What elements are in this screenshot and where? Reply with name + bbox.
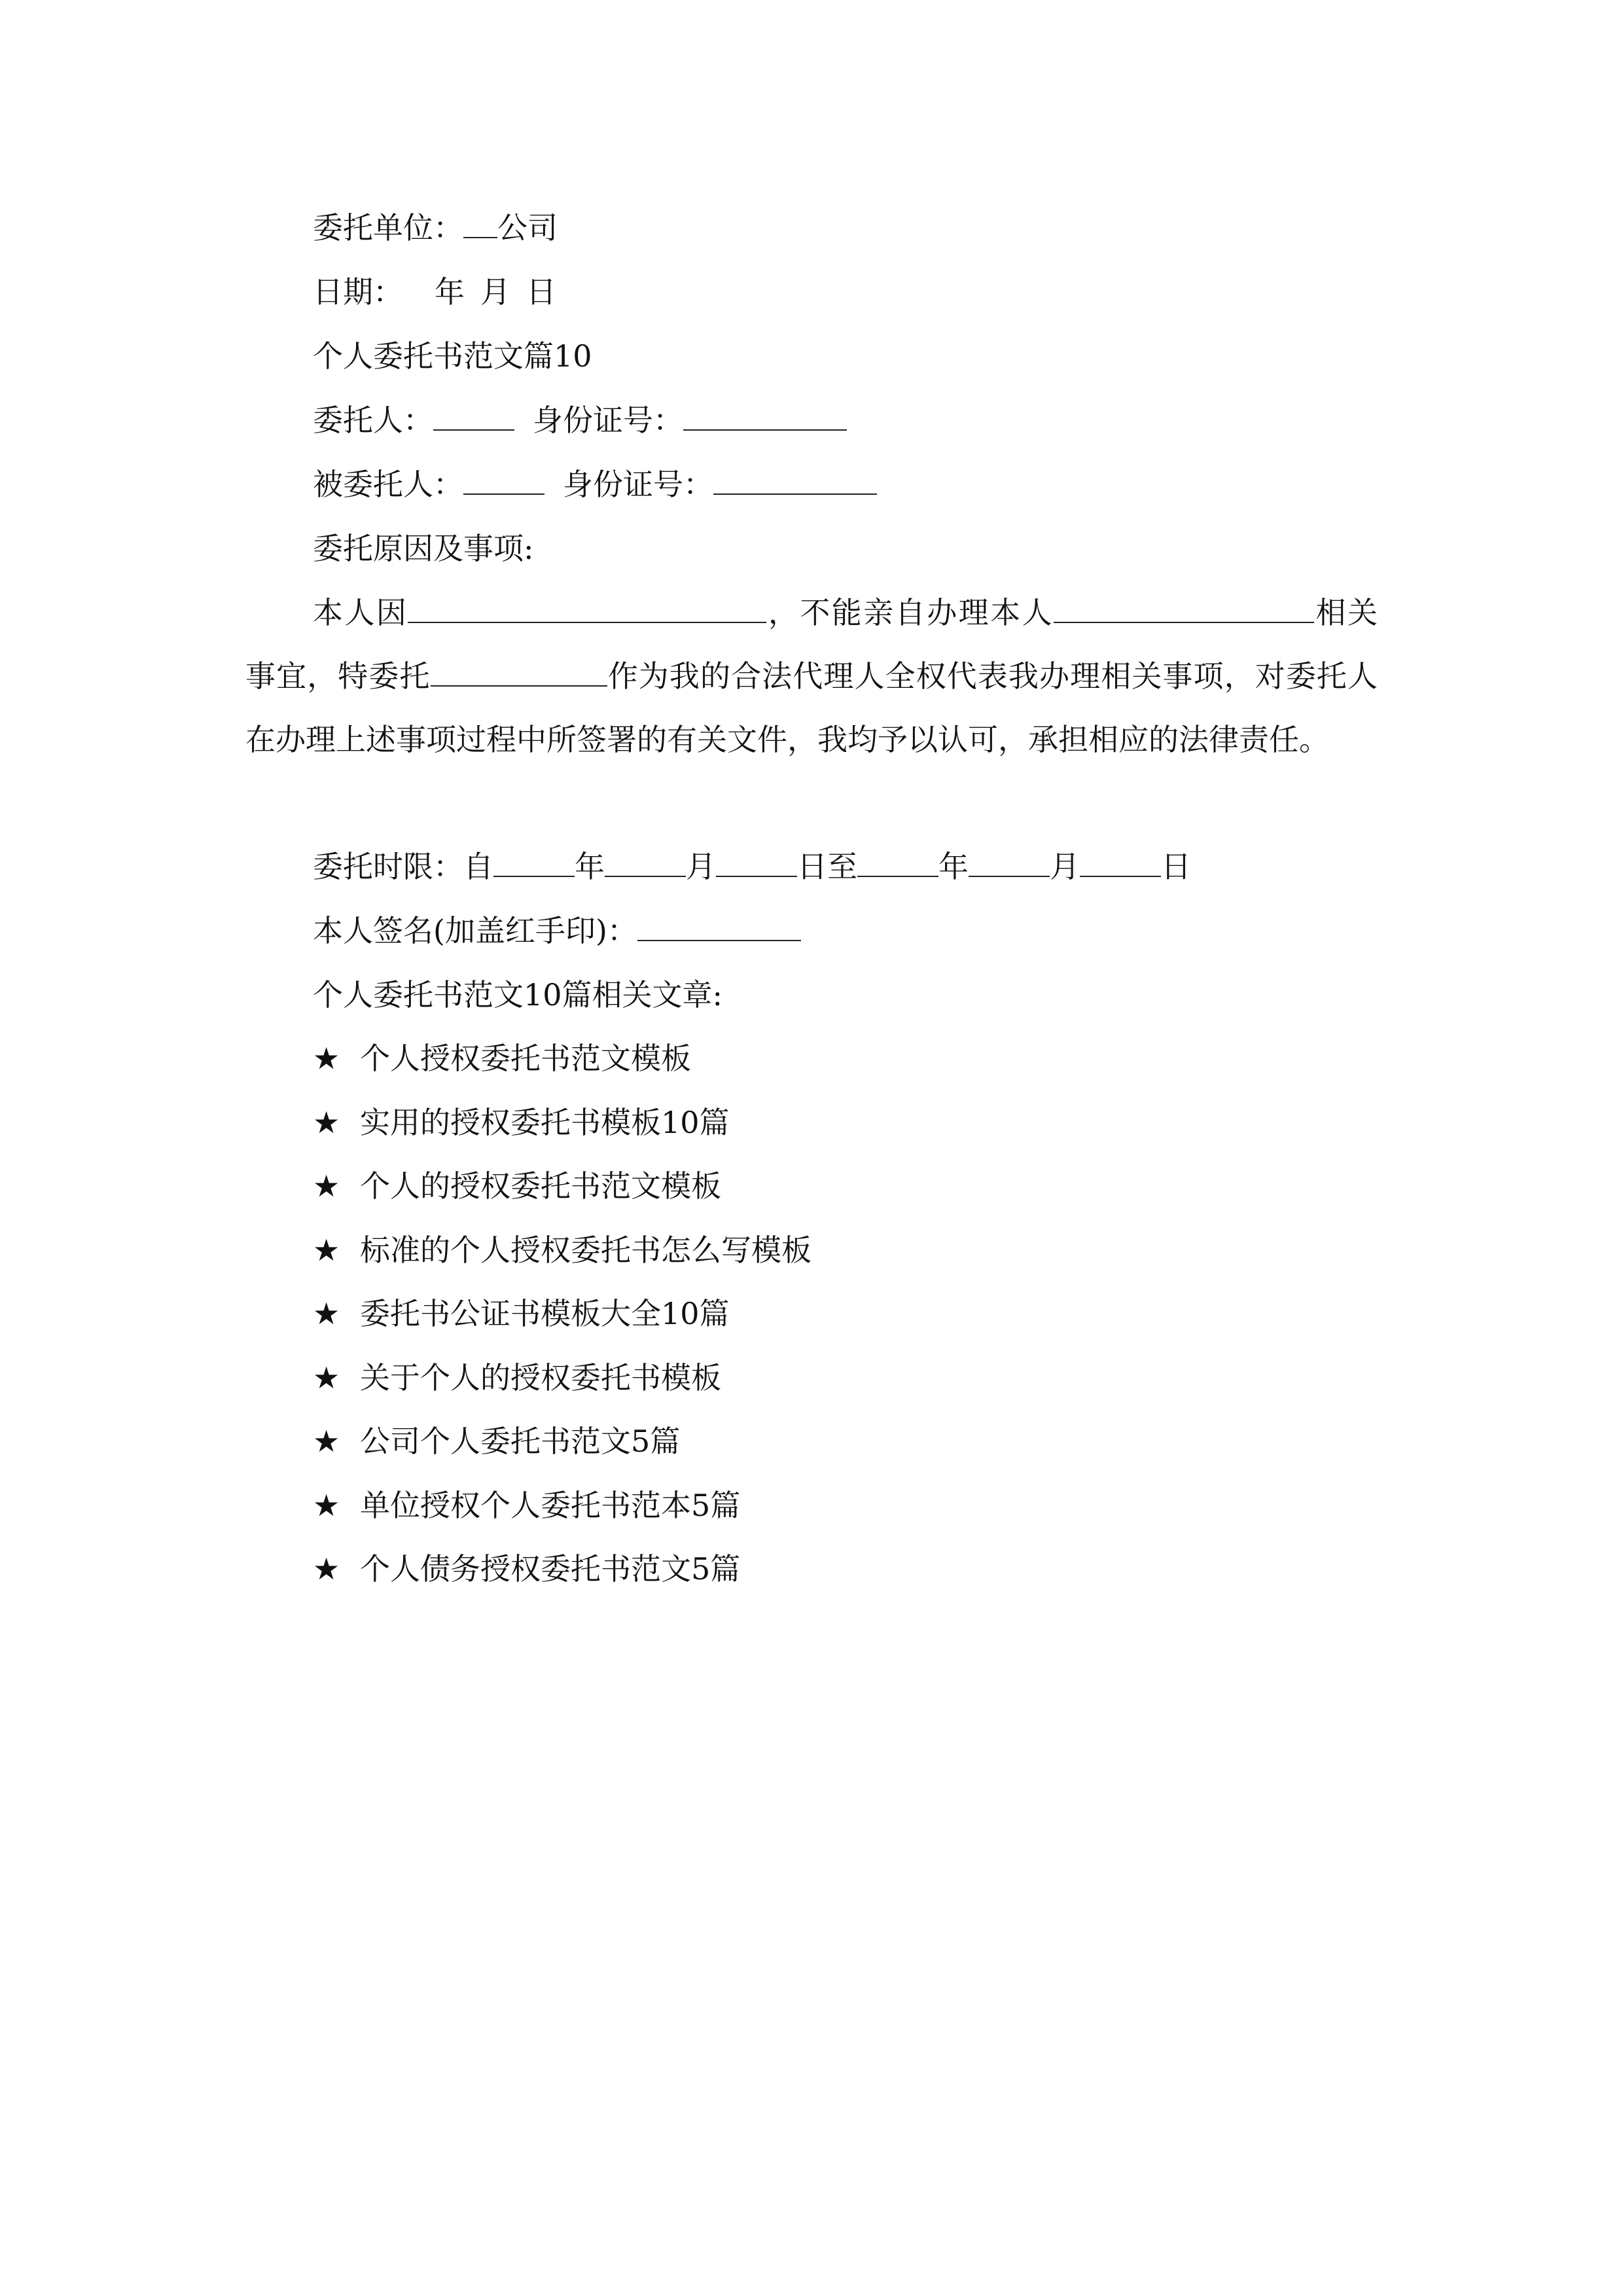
body-part1: 本人因 xyxy=(313,595,408,630)
star-icon: ★ xyxy=(313,1105,340,1140)
related-item[interactable] xyxy=(313,1549,740,1588)
star-icon: ★ xyxy=(313,1168,340,1204)
related-item[interactable] xyxy=(313,1039,691,1078)
principal-label: 委托人： xyxy=(313,403,433,438)
unit-value: 公司 xyxy=(497,210,558,245)
related-item[interactable] xyxy=(313,1358,721,1397)
star-icon: ★ xyxy=(313,1296,340,1331)
related-item-label[interactable]: 个人的授权委托书范文模板 xyxy=(360,1168,721,1204)
star-icon: ★ xyxy=(313,1041,340,1076)
date-day: 日 xyxy=(526,274,556,310)
related-item[interactable] xyxy=(313,1486,740,1525)
signature-line xyxy=(313,911,801,950)
period-blank-4 xyxy=(857,850,938,877)
related-item-label[interactable]: 公司个人委托书范文5篇 xyxy=(360,1424,681,1459)
related-item-label[interactable]: 个人债务授权委托书范文5篇 xyxy=(360,1551,741,1587)
star-icon: ★ xyxy=(313,1551,340,1587)
period-year2: 年 xyxy=(938,849,969,884)
body-part2: ，不能亲自办理本人 xyxy=(766,595,1054,630)
period-blank-3 xyxy=(716,850,797,877)
star-icon: ★ xyxy=(313,1232,340,1268)
related-heading: 个人委托书范文10篇相关文章: xyxy=(313,977,723,1013)
principal-line xyxy=(313,401,847,440)
reason-blank xyxy=(408,596,766,623)
star-icon: ★ xyxy=(313,1424,340,1459)
related-item-label[interactable]: 实用的授权委托书模板10篇 xyxy=(360,1105,730,1140)
agent-blank xyxy=(463,467,544,495)
date-line xyxy=(313,272,556,312)
matter-blank xyxy=(1054,596,1314,623)
related-item-label[interactable]: 单位授权个人委托书范本5篇 xyxy=(360,1488,741,1523)
period-line xyxy=(313,847,1191,886)
star-icon: ★ xyxy=(313,1488,340,1523)
related-item[interactable] xyxy=(313,1103,730,1142)
star-icon: ★ xyxy=(313,1360,340,1395)
section-title: 个人委托书范文篇10 xyxy=(313,338,592,374)
period-year: 年 xyxy=(575,849,605,884)
agent-id-label: 身份证号： xyxy=(563,467,713,502)
agent-label: 被委托人： xyxy=(313,467,463,502)
body-part3: 相关事宜，特委托 xyxy=(245,595,1378,694)
agent-id-blank xyxy=(713,467,877,495)
related-item[interactable] xyxy=(313,1166,721,1206)
date-year: 年 xyxy=(435,274,465,310)
related-item[interactable] xyxy=(313,1294,730,1333)
related-item[interactable] xyxy=(313,1422,680,1461)
related-item[interactable] xyxy=(313,1230,812,1270)
period-blank-6 xyxy=(1080,850,1161,877)
signature-blank xyxy=(637,914,801,941)
unit-label: 委托单位： xyxy=(313,210,463,245)
agent-line xyxy=(313,465,877,504)
principal-id-label: 身份证号： xyxy=(533,403,683,438)
date-month: 月 xyxy=(480,274,510,310)
period-blank-2 xyxy=(605,850,686,877)
agent-name-blank xyxy=(431,659,607,687)
related-item-label[interactable]: 个人授权委托书范文模板 xyxy=(360,1041,691,1076)
period-label: 委托时限：自 xyxy=(313,849,493,884)
period-day2: 日 xyxy=(1161,849,1191,884)
related-item-label[interactable]: 关于个人的授权委托书模板 xyxy=(360,1360,721,1395)
period-blank-1 xyxy=(493,850,575,877)
period-month: 月 xyxy=(686,849,716,884)
period-day-to: 日至 xyxy=(797,849,857,884)
principal-id-blank xyxy=(683,403,847,431)
period-month2: 月 xyxy=(1050,849,1080,884)
entrust-unit-line xyxy=(313,208,558,247)
body-paragraph xyxy=(245,581,1378,772)
period-blank-5 xyxy=(969,850,1050,877)
signature-label: 本人签名(加盖红手印)： xyxy=(313,913,637,948)
reason-label: 委托原因及事项: xyxy=(313,531,534,566)
principal-blank xyxy=(433,403,514,431)
body-part4: 作为我的合法代理人全权代表我办理相关事项，对委托人在办理上述事项过程中所签署的有关文件，我均予以认可，承担相应的法律责任。 xyxy=(245,658,1378,757)
related-item-label[interactable]: 委托书公证书模板大全10篇 xyxy=(360,1296,730,1331)
date-label: 日期： xyxy=(313,274,403,310)
related-item-label[interactable]: 标准的个人授权委托书怎么写模板 xyxy=(360,1232,812,1268)
unit-blank xyxy=(463,211,497,238)
